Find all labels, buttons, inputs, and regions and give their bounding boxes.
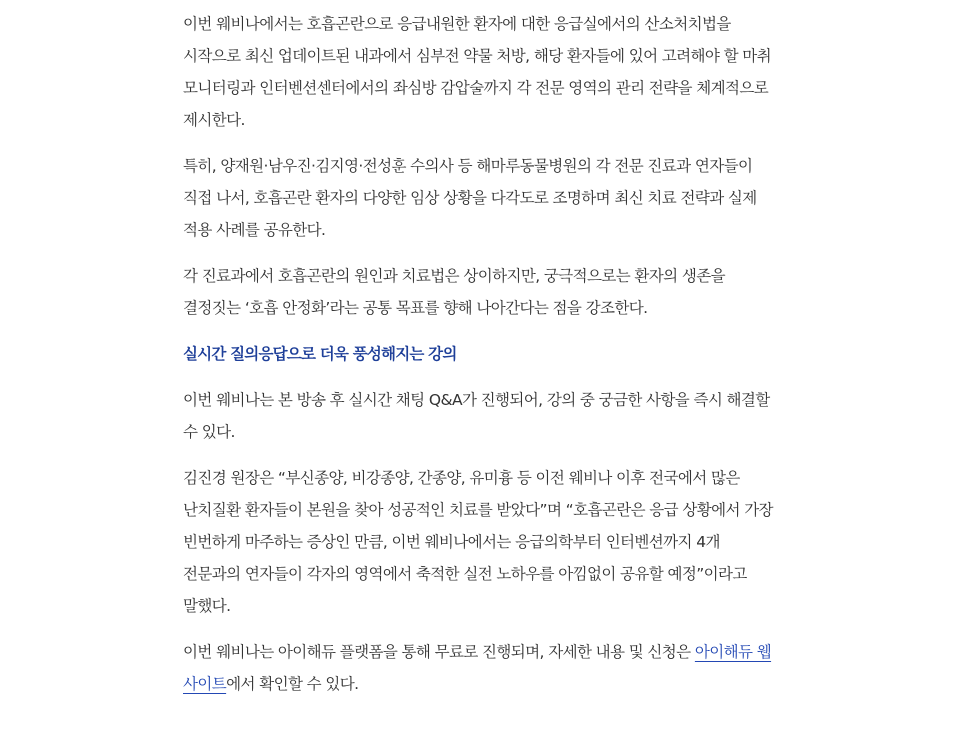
article-body: [183, 8, 783, 714]
website-link-continued[interactable]: 사이트: [183, 675, 227, 693]
paragraph-qna: [183, 384, 783, 448]
registration-text: 이번 웨비나는 아이해듀 플랫폼을 통해 무료로 진행되며, 자세한 내용 및 신청은: [183, 643, 695, 661]
text-line: [183, 668, 783, 700]
text-line: 난치질환 환자들이 본원을 찾아 성공적인 치료를 받았다”며 “호흡곤란은 응급 상황에서 가장: [183, 501, 773, 519]
paragraph-intro: [183, 8, 783, 136]
text-line: 제시한다.: [183, 111, 245, 129]
website-link[interactable]: 아이해듀 웹: [694, 643, 772, 661]
text-line: 특히, 양재원·남우진·김지영·전성훈 수의사 등 해마루동물병원의 각 전문 진료과 연자들이: [183, 157, 753, 175]
registration-text-end: 에서 확인할 수 있다.: [226, 675, 359, 693]
text-line: 빈번하게 마주하는 증상인 만큼, 이번 웨비나에서는 응급의학부터 인터벤션까지 4개: [183, 533, 720, 551]
text-line: 이번 웨비나에서는 호흡곤란으로 응급내원한 환자에 대한 응급실에서의 산소처치법을: [183, 15, 731, 33]
text-line: 시작으로 최신 업데이트된 내과에서 심부전 약물 처방, 해당 환자들에 있어 고려해야 할 마취: [183, 47, 772, 65]
text-line: 이번 웨비나는 본 방송 후 실시간 채팅 Q&A가 진행되어, 강의 중 궁금한 사항을 즉시 해결할: [183, 391, 770, 409]
text-line: 결정짓는 ‘호흡 안정화’라는 공통 목표를 향해 나아간다는 점을 강조한다.: [183, 299, 648, 317]
section-subheading: 실시간 질의응답으로 더욱 풍성해지는 강의: [183, 345, 457, 363]
text-line: [183, 636, 783, 668]
text-line: 전문과의 연자들이 각자의 영역에서 축적한 실전 노하우를 아낌없이 공유할 예정”이라고: [183, 565, 747, 583]
paragraph-quote: [183, 462, 783, 622]
text-line: 적용 사례를 공유한다.: [183, 221, 326, 239]
text-line: 각 진료과에서 호흡곤란의 원인과 치료법은 상이하지만, 궁극적으로는 환자의 생존을: [183, 267, 726, 285]
text-line: 모니터링과 인터벤션센터에서의 좌심방 감압술까지 각 전문 영역의 관리 전략을 체계적으로: [183, 79, 769, 97]
paragraph-registration: [183, 636, 783, 700]
text-line: 김진경 원장은 “부신종양, 비강종양, 간종양, 유미흉 등 이전 웨비나 이후 전국에서 많은: [183, 469, 740, 487]
paragraph-speakers: [183, 150, 783, 246]
paragraph-emphasis: [183, 260, 783, 324]
text-line: 말했다.: [183, 597, 231, 615]
text-line: 수 있다.: [183, 423, 235, 441]
text-line: 직접 나서, 호흡곤란 환자의 다양한 임상 상황을 다각도로 조명하며 최신 치료 전략과 실제: [183, 189, 757, 207]
